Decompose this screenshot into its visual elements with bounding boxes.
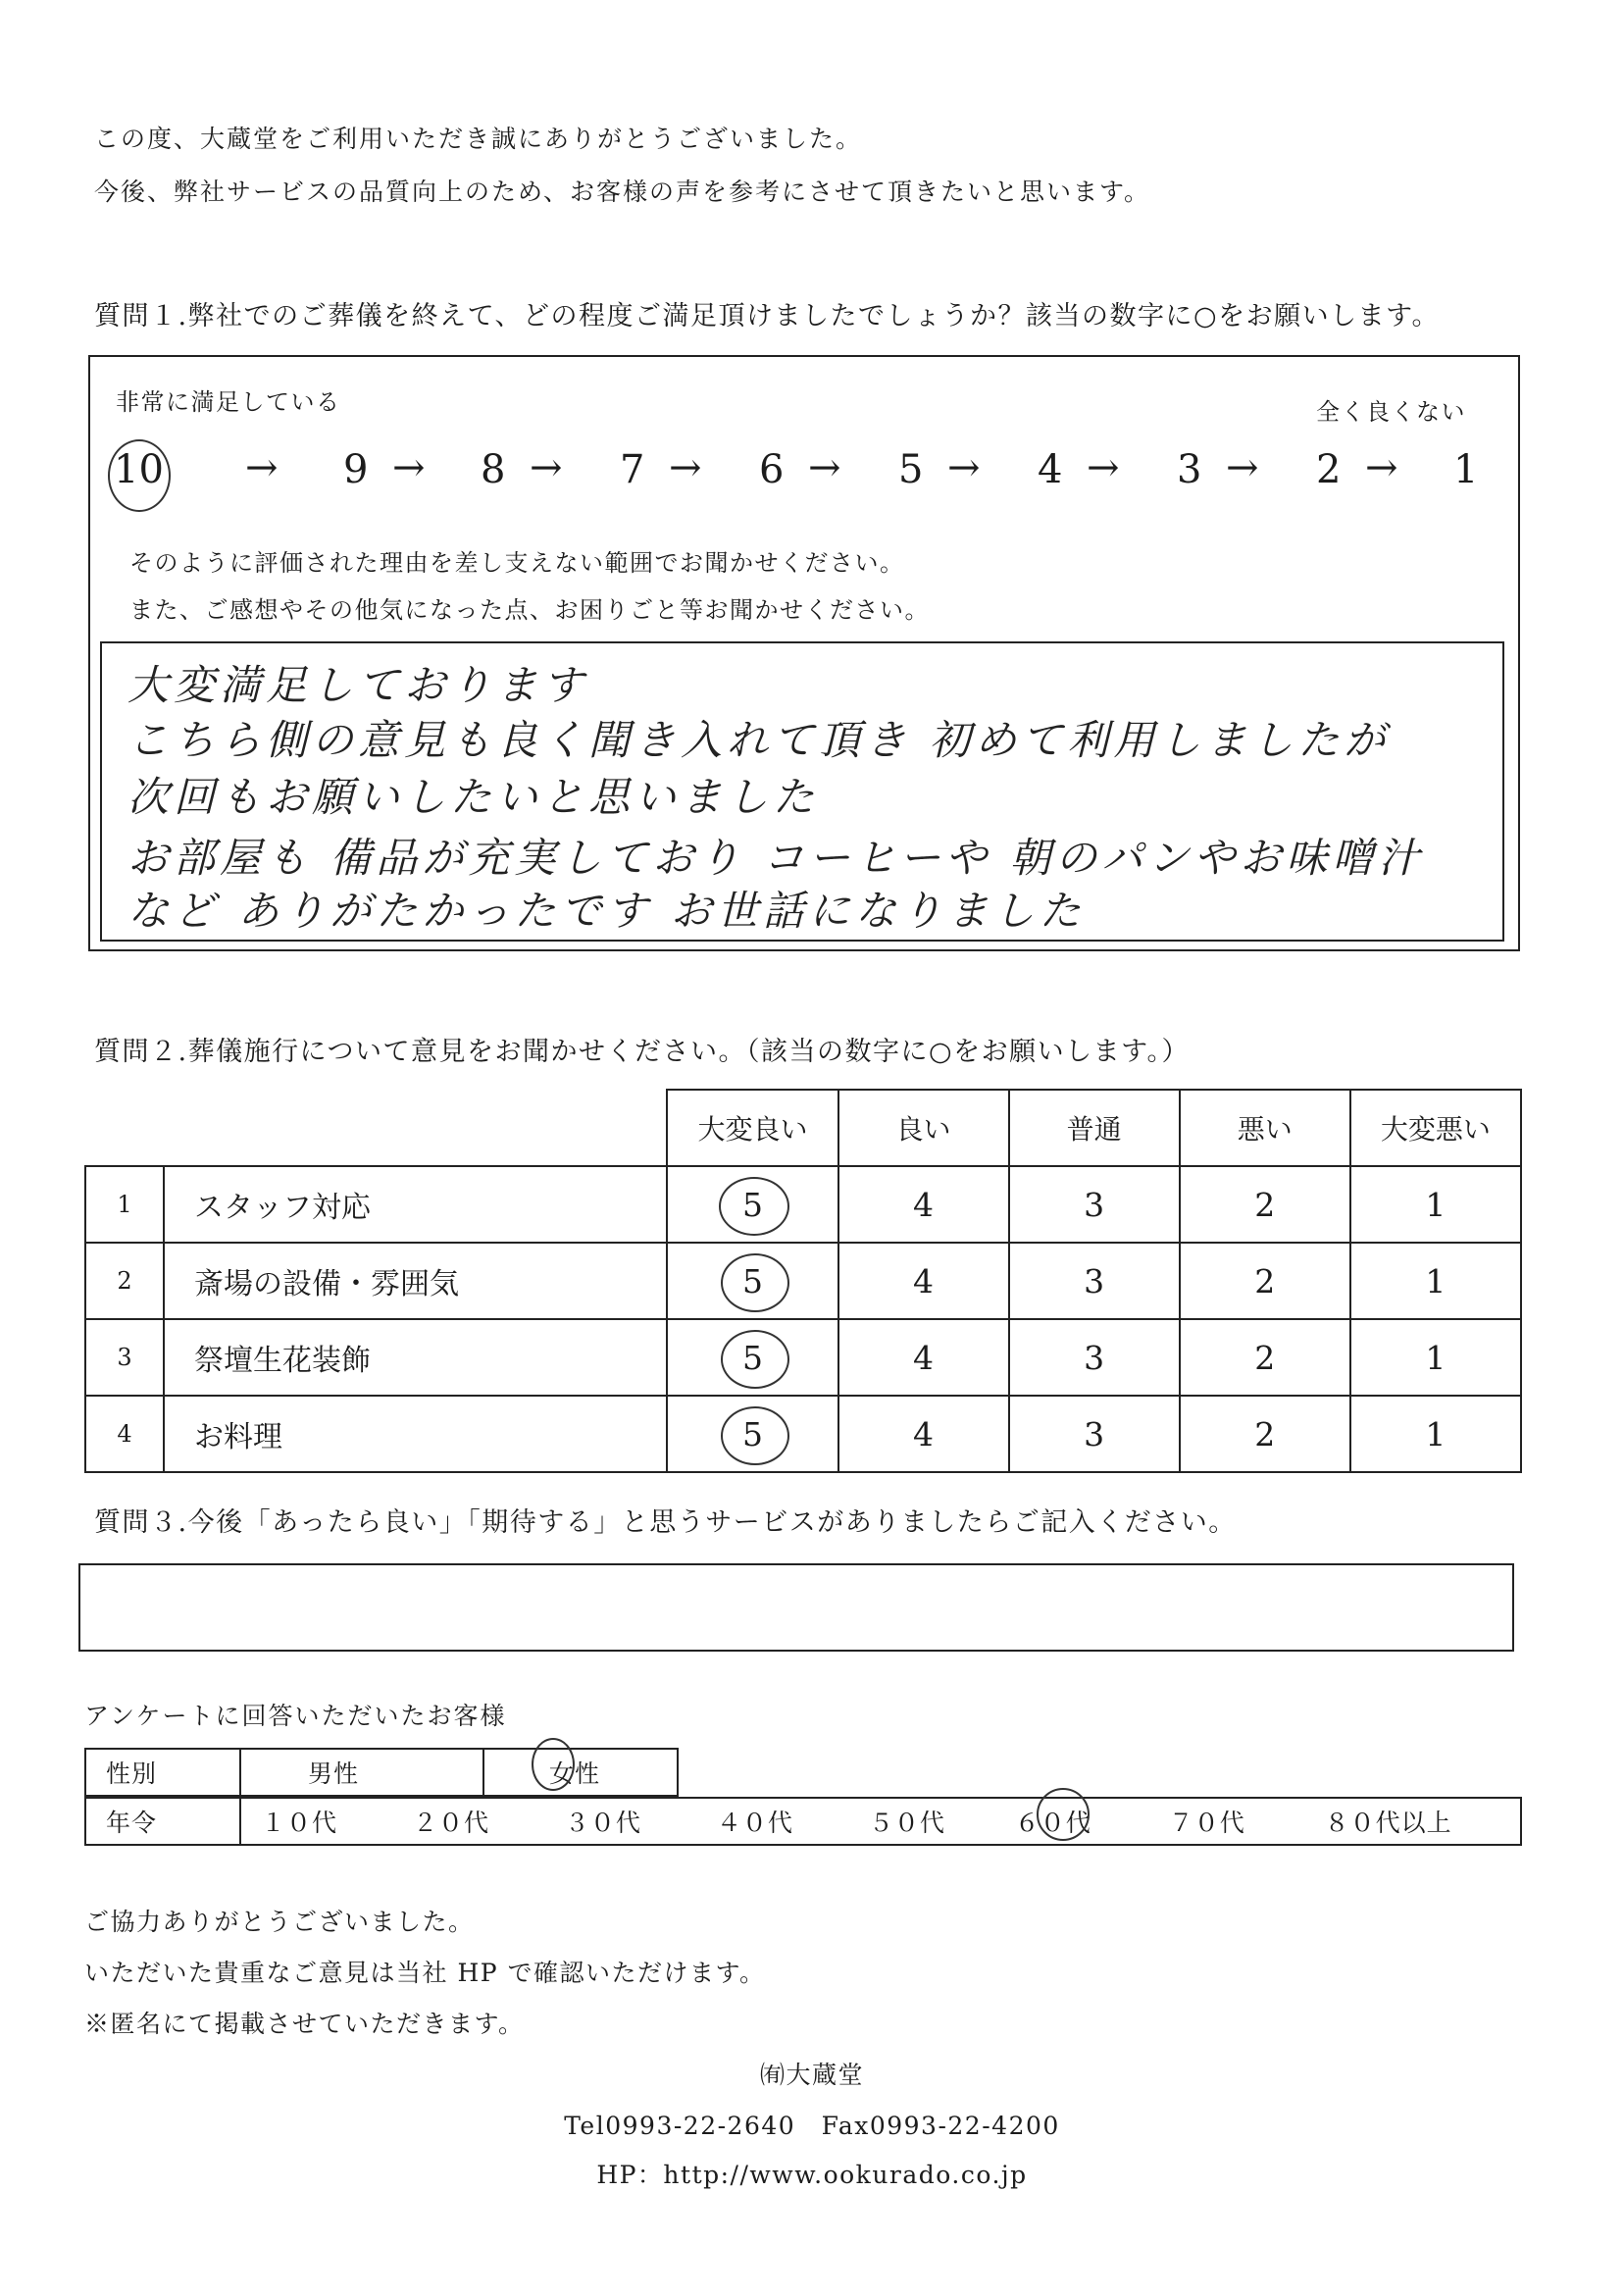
- row-label: 祭壇生花装飾: [164, 1319, 667, 1396]
- rating-option[interactable]: 1: [1350, 1166, 1521, 1243]
- q1-right-label: 全く良くない: [1316, 398, 1466, 426]
- q1-answer-line-1: 大変満足しております: [127, 661, 589, 709]
- arrow-icon: →: [245, 445, 279, 490]
- rating-option[interactable]: 3: [1009, 1166, 1180, 1243]
- q1-prompt-2: また、ご感想やその他気になった点、お困りごと等お聞かせください。: [129, 596, 930, 624]
- age-option[interactable]: ５０代: [868, 1809, 945, 1837]
- arrow-icon: →: [530, 445, 563, 490]
- company-website[interactable]: HP：http://www.ookurado.co.jp: [596, 2161, 1028, 2189]
- company-name: ㈲大蔵堂: [759, 2061, 864, 2089]
- rating-option[interactable]: 4: [838, 1319, 1009, 1396]
- intro-line-1: この度、大蔵堂をご利用いただき誠にありがとうございました。: [94, 125, 863, 153]
- q1-answer-line-5: など ありがたかったです お世話になりました: [127, 887, 1086, 935]
- age-option-selected[interactable]: ６０代: [1015, 1804, 1160, 1839]
- row-label: スタッフ対応: [164, 1166, 667, 1243]
- q2-header: 大変悪い: [1350, 1090, 1521, 1166]
- age-option[interactable]: １０代: [261, 1809, 338, 1837]
- footer-note-2: ※匿名にて掲載させていただきます。: [84, 2010, 525, 2038]
- q1-answer-line-4: お部屋も 備品が充実しており コーヒーや 朝のパンやお味噌汁: [127, 834, 1425, 882]
- q1-scale-3[interactable]: 3: [1177, 447, 1202, 492]
- rating-option-selected[interactable]: 5: [667, 1319, 837, 1396]
- q1-scale-10[interactable]: 10: [114, 447, 164, 492]
- table-row: [85, 1166, 1521, 1243]
- q1-scale-9[interactable]: 9: [343, 447, 369, 492]
- arrow-icon: →: [392, 445, 426, 490]
- q1-scale-6[interactable]: 6: [759, 447, 785, 492]
- q1-scale-2[interactable]: 2: [1316, 447, 1342, 492]
- row-number: 3: [85, 1319, 164, 1396]
- selected-circle: [532, 1738, 575, 1791]
- row-number: 4: [85, 1396, 164, 1472]
- demographics-title: アンケートに回答いただいたお客様: [84, 1702, 507, 1730]
- footer-note-1: いただいた貴重なご意見は当社 HP で確認いただけます。: [84, 1959, 766, 1987]
- q1-prompt-1: そのように評価された理由を差し支えない範囲でお聞かせください。: [129, 549, 905, 577]
- q2-header: 良い: [838, 1090, 1009, 1166]
- table-row: [85, 1319, 1521, 1396]
- age-options: [240, 1798, 1521, 1845]
- q1-scale-8[interactable]: 8: [481, 447, 506, 492]
- q1-box: [88, 355, 1520, 951]
- q1-scale-7[interactable]: 7: [620, 447, 645, 492]
- company-contact: Tel0993-22-2640 Fax0993-22-4200: [564, 2112, 1060, 2140]
- age-option[interactable]: ３０代: [564, 1809, 641, 1837]
- rating-option[interactable]: 3: [1009, 1319, 1180, 1396]
- rating-option[interactable]: 4: [838, 1166, 1009, 1243]
- arrow-icon: →: [1087, 445, 1120, 490]
- intro-line-2: 今後、弊社サービスの品質向上のため、お客様の声を参考にさせて頂きたいと思います。: [94, 178, 1151, 206]
- selected-circle: [719, 1177, 789, 1236]
- q1-title: 質問１.弊社でのご葬儀を終えて、どの程度ご満足頂けましたでしょうか？該当の数字に○をお願いします。: [94, 301, 1440, 331]
- q2-table: [84, 1089, 1522, 1473]
- rating-option[interactable]: 3: [1009, 1243, 1180, 1319]
- table-row: [85, 1396, 1521, 1472]
- gender-option-male[interactable]: 男性: [240, 1749, 483, 1796]
- selected-circle: [721, 1406, 789, 1465]
- gender-table: [84, 1748, 679, 1797]
- q1-answer-line-2: こちら側の意見も良く聞き入れて頂き 初めて利用しましたが: [127, 716, 1391, 764]
- q1-scale-1[interactable]: 1: [1453, 447, 1479, 492]
- rating-option-selected[interactable]: 5: [667, 1396, 837, 1472]
- q2-header: 大変良い: [667, 1090, 837, 1166]
- q1-scale: [108, 435, 1520, 514]
- selected-circle: [721, 1253, 789, 1312]
- gender-option-female[interactable]: 女性: [483, 1749, 678, 1796]
- q2-header: 悪い: [1180, 1090, 1350, 1166]
- row-number: 2: [85, 1243, 164, 1319]
- row-label: 斎場の設備・雰囲気: [164, 1243, 667, 1319]
- age-option[interactable]: ８０代以上: [1324, 1809, 1452, 1837]
- age-table: [84, 1797, 1522, 1846]
- row-label: お料理: [164, 1396, 667, 1472]
- rating-option[interactable]: 1: [1350, 1319, 1521, 1396]
- q1-left-label: 非常に満足している: [116, 388, 341, 416]
- rating-option-selected[interactable]: 5: [667, 1243, 837, 1319]
- rating-option[interactable]: 2: [1180, 1243, 1350, 1319]
- arrow-icon: →: [669, 445, 702, 490]
- gender-label: 性別: [85, 1749, 240, 1796]
- age-label: 年令: [85, 1798, 240, 1845]
- q1-scale-5[interactable]: 5: [898, 447, 924, 492]
- rating-option[interactable]: 2: [1180, 1319, 1350, 1396]
- age-option[interactable]: ７０代: [1168, 1809, 1245, 1837]
- q1-answer-line-3: 次回もお願いしたいと思いました: [127, 773, 820, 821]
- age-option[interactable]: ４０代: [716, 1809, 793, 1837]
- q1-scale-4[interactable]: 4: [1038, 447, 1063, 492]
- arrow-icon: →: [1365, 445, 1398, 490]
- table-row: [85, 1243, 1521, 1319]
- q1-answer-box[interactable]: [100, 641, 1504, 942]
- rating-option[interactable]: 1: [1350, 1396, 1521, 1472]
- rating-option-selected[interactable]: 5: [667, 1166, 837, 1243]
- rating-option[interactable]: 4: [838, 1396, 1009, 1472]
- rating-option[interactable]: 3: [1009, 1396, 1180, 1472]
- rating-option[interactable]: 2: [1180, 1396, 1350, 1472]
- q3-answer-box[interactable]: [78, 1563, 1514, 1652]
- arrow-icon: →: [808, 445, 841, 490]
- q3-title: 質問３.今後「あったら良い」「期待する」と思うサービスがありましたらご記入ください。: [94, 1507, 1237, 1538]
- row-number: 1: [85, 1166, 164, 1243]
- rating-option[interactable]: 4: [838, 1243, 1009, 1319]
- q2-header: 普通: [1009, 1090, 1180, 1166]
- q2-title: 質問２.葬儀施行について意見をお聞かせください。（該当の数字に○をお願いします。）: [94, 1037, 1190, 1067]
- age-option[interactable]: ２０代: [412, 1809, 489, 1837]
- arrow-icon: →: [1226, 445, 1259, 490]
- footer-thanks: ご協力ありがとうございました。: [84, 1908, 475, 1936]
- rating-option[interactable]: 2: [1180, 1166, 1350, 1243]
- selected-circle: [1037, 1788, 1090, 1841]
- arrow-icon: →: [947, 445, 981, 490]
- rating-option[interactable]: 1: [1350, 1243, 1521, 1319]
- selected-circle: [721, 1330, 789, 1389]
